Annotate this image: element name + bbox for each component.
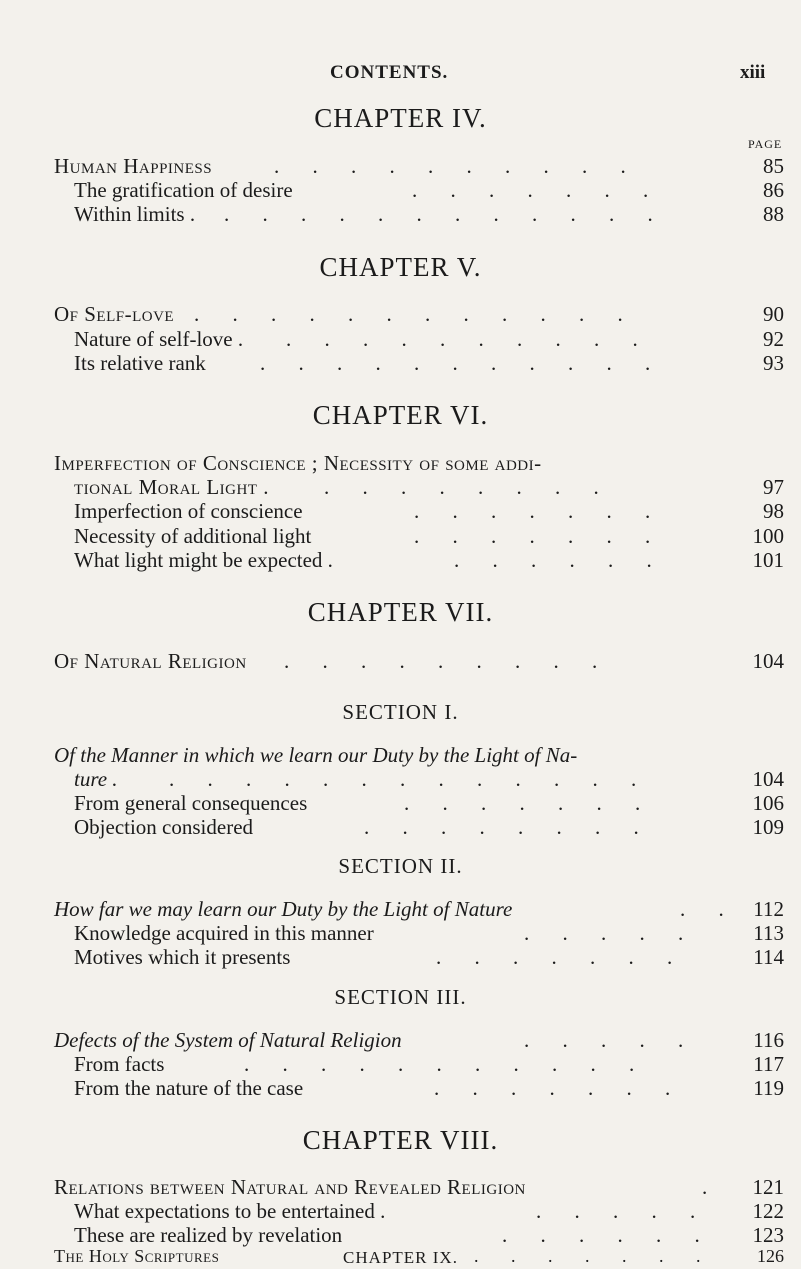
section-heading: SECTION III. bbox=[334, 985, 467, 1009]
entry-page: 114 bbox=[753, 945, 784, 969]
entry-title: Imperfection of Conscience ; Necessity of some addi- bbox=[54, 451, 542, 475]
toc-entry bbox=[54, 1027, 784, 1053]
dot-leader: . . . . . bbox=[536, 1199, 710, 1223]
dot-leader: . . . . . . . . bbox=[324, 475, 613, 499]
entry-page: 98 bbox=[763, 499, 784, 523]
entry-title: The Holy Scriptures bbox=[54, 1246, 220, 1266]
entry-title: Of the Manner in which we learn our Duty by the Light of Na- bbox=[54, 743, 578, 767]
entry-title: tional Moral Light . bbox=[74, 475, 269, 499]
toc-entry bbox=[74, 1198, 784, 1224]
entry-page: 117 bbox=[753, 1052, 784, 1076]
entry-page: 123 bbox=[752, 1223, 784, 1247]
chapter-heading: CHAPTER IX. bbox=[343, 1248, 458, 1267]
entry-title: Of Natural Religion bbox=[54, 649, 247, 673]
entry-page: 88 bbox=[763, 202, 784, 226]
toc-entry bbox=[74, 201, 784, 227]
entry-title: Its relative rank bbox=[74, 351, 206, 375]
dot-leader: . . . . . . . . . . . . bbox=[224, 202, 667, 226]
entry-title: Imperfection of conscience bbox=[74, 499, 303, 523]
entry-page: 106 bbox=[752, 791, 784, 815]
entry-page: 90 bbox=[763, 302, 784, 326]
chapter-heading: CHAPTER VII. bbox=[307, 597, 494, 627]
entry-title: Human Happiness bbox=[54, 154, 213, 178]
entry-page: 100 bbox=[752, 524, 784, 548]
dot-leader: . . . . . . . bbox=[434, 1076, 685, 1100]
entry-title: What light might be expected . bbox=[74, 548, 333, 572]
entry-page: 86 bbox=[763, 178, 784, 202]
entry-page: 126 bbox=[757, 1246, 784, 1266]
entry-page: 104 bbox=[752, 649, 784, 673]
dot-leader: . . . . . . . bbox=[412, 178, 663, 202]
page-column-label: PAGE bbox=[748, 137, 783, 151]
dot-leader: . . . . . . . bbox=[474, 1246, 715, 1266]
toc-entry bbox=[54, 301, 784, 327]
entry-page: 104 bbox=[752, 767, 784, 791]
entry-title: What expectations to be entertained . bbox=[74, 1199, 386, 1223]
entry-title: How far we may learn our Duty by the Light of Nature bbox=[54, 897, 513, 921]
toc-entry bbox=[74, 547, 784, 573]
dot-leader: . . . . . . . . . . . bbox=[244, 1052, 649, 1076]
chapter-heading: CHAPTER VIII. bbox=[302, 1125, 499, 1155]
entry-title: Relations between Natural and Revealed Religion bbox=[54, 1175, 526, 1199]
entry-page: 97 bbox=[763, 475, 784, 499]
entry-title: ture . bbox=[74, 767, 118, 791]
entry-title: Within limits . bbox=[74, 202, 196, 226]
toc-entry bbox=[54, 1245, 784, 1267]
entry-title: Nature of self-love . bbox=[74, 327, 244, 351]
dot-leader: . . . . . . bbox=[454, 548, 666, 572]
section-heading: SECTION I. bbox=[342, 700, 459, 724]
entry-page: 122 bbox=[752, 1199, 784, 1223]
entry-title: Motives which it presents bbox=[74, 945, 291, 969]
dot-leader: . . . . . . . bbox=[404, 791, 655, 815]
toc-entry bbox=[74, 814, 784, 840]
entry-page: 121 bbox=[752, 1175, 784, 1199]
entry-page: 116 bbox=[753, 1028, 784, 1052]
dot-leader: . bbox=[702, 1175, 722, 1199]
toc-entry bbox=[54, 742, 784, 768]
dot-leader: . . . . . . . . bbox=[364, 815, 653, 839]
toc-entry bbox=[74, 350, 784, 376]
dot-leader: . . . . . . . . . . . . bbox=[194, 302, 637, 326]
toc-entry bbox=[54, 450, 784, 476]
entry-title: Necessity of additional light bbox=[74, 524, 312, 548]
toc-entry bbox=[54, 896, 784, 922]
entry-page: 101 bbox=[752, 548, 784, 572]
section-heading: SECTION II. bbox=[338, 854, 463, 878]
toc-entry bbox=[54, 153, 784, 179]
entry-page: 109 bbox=[752, 815, 784, 839]
entry-title: Of Self-love bbox=[54, 302, 175, 326]
toc-entry bbox=[74, 498, 784, 524]
chapter-heading: CHAPTER IV. bbox=[314, 103, 487, 133]
entry-page: 119 bbox=[753, 1076, 784, 1100]
dot-leader: . . . . . . . . . . bbox=[286, 327, 652, 351]
toc-entry bbox=[74, 766, 784, 792]
dot-leader: . . . . . . . bbox=[414, 499, 665, 523]
entry-title: Knowledge acquired in this manner bbox=[74, 921, 374, 945]
toc-entry bbox=[74, 1051, 784, 1077]
toc-entry bbox=[74, 326, 784, 352]
toc-entry bbox=[54, 648, 784, 674]
dot-leader: . . . . . . . . . . . bbox=[260, 351, 665, 375]
toc-entry bbox=[54, 1174, 784, 1200]
chapter-heading: CHAPTER VI. bbox=[312, 400, 489, 430]
entry-title: From facts bbox=[74, 1052, 165, 1076]
chapter-heading: CHAPTER V. bbox=[319, 252, 482, 282]
entry-title: From the nature of the case bbox=[74, 1076, 304, 1100]
entry-page: 85 bbox=[763, 154, 784, 178]
dot-leader: . . . . . . . bbox=[436, 945, 687, 969]
dot-leader: . . . . . . . . . . bbox=[274, 154, 640, 178]
entry-page: 92 bbox=[763, 327, 784, 351]
toc-entry bbox=[74, 523, 784, 549]
entry-page: 113 bbox=[753, 921, 784, 945]
running-title: CONTENTS. bbox=[330, 62, 449, 83]
dot-leader: . . . . . bbox=[524, 921, 698, 945]
toc-entry bbox=[74, 474, 784, 500]
page-number: xiii bbox=[740, 62, 766, 83]
running-head bbox=[0, 50, 801, 90]
dot-leader: . . bbox=[680, 897, 738, 921]
dot-leader: . . . . . . bbox=[502, 1223, 714, 1247]
dot-leader: . . . . . . . . . . . . . bbox=[169, 767, 651, 791]
dot-leader: . . . . . bbox=[524, 1028, 698, 1052]
entry-title: These are realized by revelation bbox=[74, 1223, 343, 1247]
toc-entry bbox=[74, 790, 784, 816]
toc-entry bbox=[74, 920, 784, 946]
toc-entry bbox=[74, 944, 784, 970]
entry-title: The gratification of desire bbox=[74, 178, 293, 202]
entry-title: Objection considered bbox=[74, 815, 254, 839]
toc-entry bbox=[74, 1075, 784, 1101]
entry-title: From general consequences bbox=[74, 791, 308, 815]
toc-entry bbox=[74, 177, 784, 203]
entry-page: 112 bbox=[753, 897, 784, 921]
dot-leader: . . . . . . . bbox=[414, 524, 665, 548]
entry-page: 93 bbox=[763, 351, 784, 375]
entry-title: Defects of the System of Natural Religion bbox=[54, 1028, 402, 1052]
dot-leader: . . . . . . . . . bbox=[284, 649, 612, 673]
